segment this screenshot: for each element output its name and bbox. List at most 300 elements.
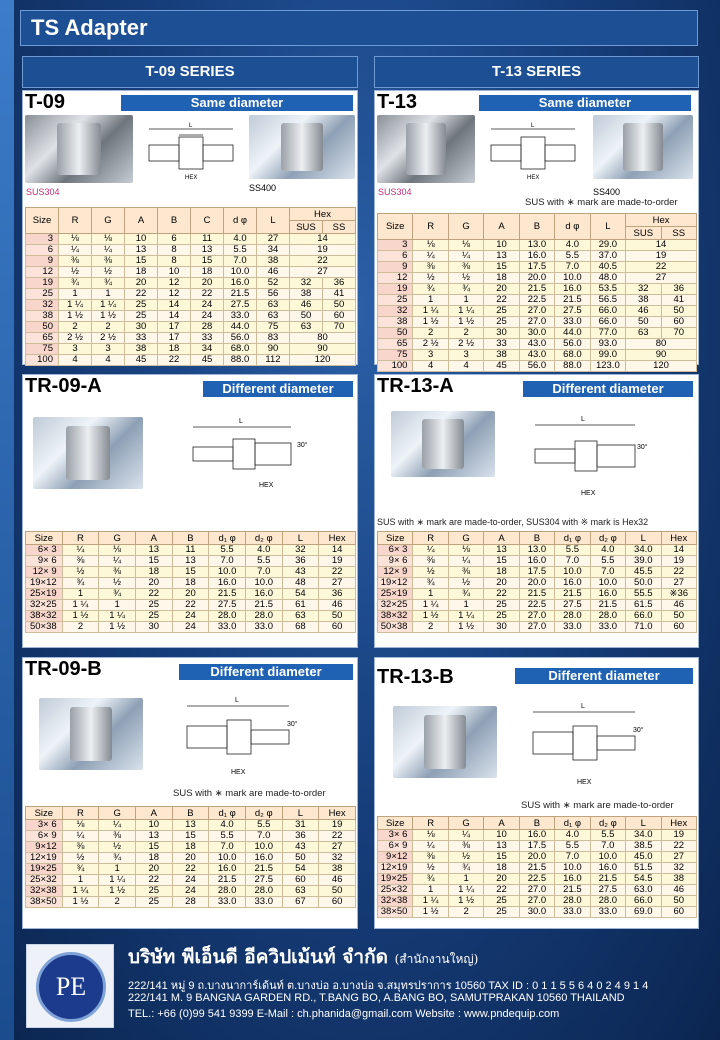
table-cell: 70 <box>323 322 356 333</box>
table-cell: 1 ¼ <box>92 300 125 311</box>
table-cell: 21.5 <box>519 284 554 295</box>
table-cell: 17 <box>158 333 191 344</box>
table-cell: 7.0 <box>590 841 625 852</box>
table-cell: 75 <box>378 350 413 361</box>
table-cell: 1 <box>413 295 448 306</box>
table-row <box>26 355 356 366</box>
table-cell: 18 <box>135 567 172 578</box>
table-cell: 25 <box>135 886 172 897</box>
table-cell: 25 <box>125 311 158 322</box>
table-cell: 46 <box>290 300 323 311</box>
table-cell: 63 <box>282 886 319 897</box>
table-cell: 15 <box>135 842 172 853</box>
table-cell: 50 <box>319 886 356 897</box>
table-cell: 1 <box>99 600 136 611</box>
table-cell: 83 <box>257 333 290 344</box>
table-cell: 33.0 <box>224 311 257 322</box>
table-cell: 2 <box>413 622 448 633</box>
table-cell: 25 <box>484 611 519 622</box>
table-cell: 32 <box>626 284 661 295</box>
table-cell: 5.5 <box>245 556 282 567</box>
column-header: d₂ φ <box>590 817 625 830</box>
table-cell: 5.5 <box>209 831 246 842</box>
table-cell: 1 ½ <box>448 896 483 907</box>
table-row <box>26 600 356 611</box>
column-header: B <box>172 807 209 820</box>
table-cell: 22.5 <box>519 874 554 885</box>
column-header: G <box>99 807 136 820</box>
table-cell: ⅜ <box>448 841 483 852</box>
table-cell: 7.0 <box>245 831 282 842</box>
table-cell: 33 <box>484 339 519 350</box>
table-cell: 65 <box>26 333 59 344</box>
column-header: Size <box>26 208 59 234</box>
table-cell: 22 <box>172 864 209 875</box>
table-row <box>378 874 697 885</box>
table-row <box>378 578 697 589</box>
table-cell: 21.5 <box>209 589 246 600</box>
spec-table <box>377 213 697 372</box>
table-cell: 61.5 <box>626 600 661 611</box>
table-cell: 4.0 <box>590 545 625 556</box>
table-cell: 2 ½ <box>59 333 92 344</box>
table-cell: 56.0 <box>224 333 257 344</box>
column-header: A <box>135 807 172 820</box>
table-cell: ¾ <box>448 284 483 295</box>
table-cell: 15 <box>172 567 209 578</box>
table-cell: 17.5 <box>519 567 554 578</box>
table-cell: ½ <box>448 273 483 284</box>
table-cell: 15 <box>484 852 519 863</box>
table-cell: 44.0 <box>555 328 590 339</box>
table-cell: 13 <box>191 245 224 256</box>
table-cell: 1 ¼ <box>99 875 136 886</box>
table-cell: 37.0 <box>590 251 625 262</box>
column-header: Size <box>26 532 63 545</box>
table-cell: 22.5 <box>519 295 554 306</box>
table-cell: 1 <box>413 589 448 600</box>
table-cell: 16.0 <box>590 589 625 600</box>
table-cell: ¾ <box>99 853 136 864</box>
table-cell: 27 <box>290 267 356 278</box>
material-label: SUS304 <box>26 187 60 197</box>
table-cell: 12×19 <box>26 853 63 864</box>
table-row <box>26 831 356 842</box>
table-cell: 13 <box>484 841 519 852</box>
table-cell: 33 <box>125 333 158 344</box>
table-cell: 7.0 <box>209 842 246 853</box>
table-cell: 22 <box>158 355 191 366</box>
column-header: Size <box>26 807 63 820</box>
table-cell: ⅜ <box>448 567 483 578</box>
table-cell: 29.0 <box>590 240 625 251</box>
diameter-badge: Same diameter <box>479 95 691 111</box>
table-cell: 43 <box>282 567 319 578</box>
column-header: Size <box>378 817 413 830</box>
table-cell: ½ <box>62 567 99 578</box>
column-header: d₂ φ <box>590 532 625 545</box>
table-cell: 1 ¼ <box>59 300 92 311</box>
table-cell: 40.5 <box>590 262 625 273</box>
table-cell: ⅜ <box>92 256 125 267</box>
table-row <box>378 361 697 372</box>
table-cell: 99.0 <box>590 350 625 361</box>
table-cell: 27 <box>319 842 356 853</box>
table-row <box>378 841 697 852</box>
table-cell: 36 <box>282 831 319 842</box>
column-header: R <box>62 532 99 545</box>
table-cell: 20 <box>191 278 224 289</box>
spec-table <box>25 806 356 908</box>
table-cell: 48 <box>282 578 319 589</box>
table-cell: 63 <box>626 328 661 339</box>
table-cell: 16.0 <box>245 589 282 600</box>
diameter-badge: Different diameter <box>203 381 353 397</box>
column-header: SS <box>661 227 697 240</box>
table-cell: 14 <box>319 545 356 556</box>
table-cell: 16.0 <box>590 863 625 874</box>
table-cell: 9 <box>26 256 59 267</box>
table-cell: 120 <box>290 355 356 366</box>
table-cell: 16.0 <box>555 874 590 885</box>
logo-mark: PE <box>36 952 106 1022</box>
table-cell: 120 <box>626 361 697 372</box>
table-row <box>26 289 356 300</box>
table-cell: 9 <box>378 262 413 273</box>
model-title: TR-13-A <box>377 375 454 397</box>
table-cell: 27 <box>661 852 697 863</box>
column-header: A <box>125 208 158 234</box>
table-cell: 16.0 <box>519 251 554 262</box>
table-cell: 6× 3 <box>378 545 413 556</box>
table-cell: 90 <box>290 344 356 355</box>
table-cell: 32×25 <box>26 600 63 611</box>
table-cell: 17 <box>158 322 191 333</box>
table-cell: 4 <box>92 355 125 366</box>
table-cell: 2 <box>92 322 125 333</box>
table-cell: 60 <box>661 622 697 633</box>
table-cell: 1 ½ <box>92 311 125 322</box>
table-cell: 52 <box>257 278 290 289</box>
table-row <box>26 300 356 311</box>
table-row <box>378 611 697 622</box>
address-thai: 222/141 หมู่ 9 ถ.บางนาการ์เด้นท์ ต.บางบ่อ อ.บางบ่อ จ.สมุทรปราการ 10560 TAX ID : 0 1 1 5 5 6 4 0 2 4 9 1 4 <box>128 980 649 992</box>
table-cell: 18 <box>172 578 209 589</box>
table-cell: 51.5 <box>626 863 661 874</box>
table-row <box>26 897 356 908</box>
table-cell: 2 ½ <box>413 339 448 350</box>
table-row <box>378 830 697 841</box>
table-row <box>378 907 697 918</box>
table-cell: 5.5 <box>555 251 590 262</box>
table-cell: 4.0 <box>224 234 257 245</box>
table-cell: 68.0 <box>224 344 257 355</box>
table-cell: ¾ <box>413 874 448 885</box>
table-cell: ⅜ <box>59 256 92 267</box>
table-cell: 24 <box>191 300 224 311</box>
table-cell: 18 <box>158 344 191 355</box>
table-cell: 2 <box>62 622 99 633</box>
table-cell: 25 <box>378 295 413 306</box>
table-cell: 13 <box>125 245 158 256</box>
table-row <box>378 567 697 578</box>
table-row <box>378 284 697 295</box>
table-cell: 46 <box>661 600 697 611</box>
table-cell: 10.0 <box>590 578 625 589</box>
table-cell: ½ <box>413 863 448 874</box>
table-cell: 88.0 <box>555 361 590 372</box>
table-cell: 34.0 <box>626 545 661 556</box>
dimension-drawing <box>515 692 665 792</box>
table-cell: 1 ½ <box>99 622 136 633</box>
table-cell: ½ <box>448 578 483 589</box>
table-cell: 19 <box>319 820 356 831</box>
table-cell: 28.0 <box>590 611 625 622</box>
fitting-photo <box>391 411 495 477</box>
table-cell: 90 <box>257 344 290 355</box>
table-cell: 19 <box>26 278 59 289</box>
table-cell: 27.5 <box>245 875 282 886</box>
table-cell: 28.0 <box>209 611 246 622</box>
table-cell: 24 <box>191 311 224 322</box>
table-row <box>26 311 356 322</box>
table-cell: 10.0 <box>245 578 282 589</box>
table-cell: 25 <box>135 897 172 908</box>
table-row <box>378 545 697 556</box>
table-cell: 2 <box>99 897 136 908</box>
column-header: R <box>59 208 92 234</box>
table-cell: 20 <box>135 578 172 589</box>
table-cell: 7.0 <box>209 556 246 567</box>
table-cell: 46 <box>257 267 290 278</box>
table-cell: 20 <box>172 589 209 600</box>
column-header: B <box>519 532 554 545</box>
table-cell: 1 ½ <box>448 622 483 633</box>
table-cell: 1 ¼ <box>413 306 448 317</box>
table-row <box>378 622 697 633</box>
table-cell: ⅜ <box>413 262 448 273</box>
svg-text:HEX: HEX <box>231 769 246 776</box>
table-cell: 9× 6 <box>26 556 63 567</box>
table-cell: 27.5 <box>555 306 590 317</box>
column-header: d₁ φ <box>555 817 590 830</box>
table-cell: 32×38 <box>378 896 413 907</box>
column-header: d φ <box>224 208 257 234</box>
table-cell: ⅜ <box>99 567 136 578</box>
table-cell: 3 <box>59 344 92 355</box>
model-title: TR-09-A <box>25 375 102 397</box>
table-cell: 6× 9 <box>26 831 63 842</box>
table-cell: 10 <box>158 267 191 278</box>
table-cell: 27 <box>319 578 356 589</box>
table-cell: 15 <box>484 556 519 567</box>
table-cell: 30 <box>125 322 158 333</box>
table-cell: 19×12 <box>378 578 413 589</box>
table-cell: 8 <box>158 245 191 256</box>
table-cell: 28.0 <box>590 896 625 907</box>
table-cell: 22 <box>135 589 172 600</box>
table-cell: 13 <box>135 545 172 556</box>
table-cell: 33 <box>191 333 224 344</box>
table-row <box>26 278 356 289</box>
table-row <box>26 842 356 853</box>
table-cell: 17.5 <box>519 262 554 273</box>
table-row <box>26 886 356 897</box>
table-cell: ※36 <box>661 589 697 600</box>
table-cell: 22 <box>484 885 519 896</box>
table-cell: 50 <box>26 322 59 333</box>
table-cell: 60 <box>661 317 697 328</box>
table-row <box>378 600 697 611</box>
dimension-drawing <box>483 115 583 185</box>
table-cell: 10.0 <box>555 273 590 284</box>
table-cell: 50 <box>282 853 319 864</box>
table-cell: 25 <box>484 907 519 918</box>
table-cell: ½ <box>62 853 99 864</box>
table-cell: 77.0 <box>590 328 625 339</box>
column-header: A <box>484 214 519 240</box>
table-cell: 4.0 <box>209 820 246 831</box>
table-cell: 21.5 <box>519 863 554 874</box>
table-row <box>26 344 356 355</box>
table-cell: 5.5 <box>555 841 590 852</box>
table-cell: 25×19 <box>26 589 63 600</box>
table-row <box>26 611 356 622</box>
table-row <box>378 273 697 284</box>
table-cell: 28.0 <box>555 611 590 622</box>
table-cell: 25×32 <box>378 885 413 896</box>
table-cell: 28.0 <box>555 896 590 907</box>
table-cell: 19 <box>661 830 697 841</box>
table-cell: 33.0 <box>555 317 590 328</box>
table-cell: 27.0 <box>519 896 554 907</box>
table-cell: 7.0 <box>555 556 590 567</box>
tr13b-panel <box>374 657 699 929</box>
table-cell: 61 <box>282 600 319 611</box>
table-cell: 55.5 <box>626 589 661 600</box>
table-row <box>378 556 697 567</box>
table-cell: 2 <box>413 328 448 339</box>
dimension-drawing <box>515 403 665 503</box>
table-cell: 27 <box>257 234 290 245</box>
table-row <box>26 589 356 600</box>
table-cell: 60 <box>319 897 356 908</box>
table-cell: 25 <box>135 600 172 611</box>
table-cell: 66.0 <box>590 317 625 328</box>
table-row <box>26 567 356 578</box>
table-cell: 38×32 <box>26 611 63 622</box>
table-cell: 18 <box>135 853 172 864</box>
table-cell: ⅜ <box>62 556 99 567</box>
table-cell: 1 <box>62 875 99 886</box>
table-cell: 3 <box>413 350 448 361</box>
diameter-badge: Different diameter <box>515 668 693 684</box>
table-cell: 14 <box>158 311 191 322</box>
table-cell: 19 <box>319 556 356 567</box>
table-cell: 15 <box>172 831 209 842</box>
table-cell: 36 <box>282 556 319 567</box>
table-cell: 1 ¼ <box>62 600 99 611</box>
table-row <box>26 234 356 245</box>
table-cell: 1 ¼ <box>448 306 483 317</box>
table-cell: 10 <box>484 830 519 841</box>
table-cell: 36 <box>323 278 356 289</box>
table-cell: 33.0 <box>555 907 590 918</box>
table-cell: 75 <box>26 344 59 355</box>
column-header: B <box>158 208 191 234</box>
table-cell: ⅜ <box>413 852 448 863</box>
column-header: C <box>191 208 224 234</box>
table-cell: ⅛ <box>448 545 483 556</box>
table-cell: 20 <box>484 284 519 295</box>
table-cell: 1 ¼ <box>62 886 99 897</box>
table-cell: 12 <box>158 278 191 289</box>
table-cell: 16.0 <box>209 578 246 589</box>
table-cell: 45 <box>125 355 158 366</box>
table-cell: ¼ <box>413 841 448 852</box>
table-cell: 18 <box>125 267 158 278</box>
column-header: L <box>590 214 625 240</box>
column-header: G <box>448 817 483 830</box>
table-cell: 15 <box>191 256 224 267</box>
table-cell: 32 <box>661 863 697 874</box>
column-header: G <box>448 214 483 240</box>
table-cell: 1 <box>92 289 125 300</box>
material-label: SUS304 <box>378 187 412 197</box>
table-cell: 25 <box>484 600 519 611</box>
table-cell: 16.0 <box>245 853 282 864</box>
column-header: G <box>99 532 136 545</box>
table-cell: 63 <box>257 311 290 322</box>
table-cell: 1 <box>448 874 483 885</box>
table-cell: 65 <box>378 339 413 350</box>
table-cell: 22 <box>661 567 697 578</box>
table-cell: 9×12 <box>378 852 413 863</box>
table-cell: 16.0 <box>519 830 554 841</box>
table-cell: 1 ½ <box>59 311 92 322</box>
table-cell: ¾ <box>62 578 99 589</box>
table-cell: 18 <box>484 863 519 874</box>
office-label: (สำนักงานใหญ่) <box>394 952 479 966</box>
tr09a-panel <box>22 374 358 648</box>
table-cell: 25 <box>26 289 59 300</box>
table-cell: 4.0 <box>555 240 590 251</box>
fitting-photo <box>25 115 133 183</box>
table-cell: 32×38 <box>26 886 63 897</box>
table-cell: 7.0 <box>590 567 625 578</box>
table-cell: 20 <box>135 864 172 875</box>
table-row <box>26 622 356 633</box>
table-cell: 13 <box>172 556 209 567</box>
table-cell: 54 <box>282 864 319 875</box>
table-cell: 15 <box>135 556 172 567</box>
table-cell: 22 <box>172 600 209 611</box>
table-cell: 63.0 <box>626 885 661 896</box>
table-cell: 1 ½ <box>413 907 448 918</box>
table-cell: 60 <box>319 622 356 633</box>
svg-text:L: L <box>239 418 243 425</box>
table-cell: 60 <box>282 875 319 886</box>
table-cell: 43.0 <box>519 339 554 350</box>
table-row <box>378 885 697 896</box>
company-name-text: บริษัท พีเอ็นดี อีควิปเม้นท์ จำกัด <box>128 946 388 968</box>
table-cell: 3 <box>448 350 483 361</box>
table-cell: 15 <box>484 262 519 273</box>
diameter-badge: Different diameter <box>523 381 693 397</box>
table-cell: 13.0 <box>519 240 554 251</box>
table-cell: 27.5 <box>555 600 590 611</box>
table-cell: 22 <box>135 875 172 886</box>
